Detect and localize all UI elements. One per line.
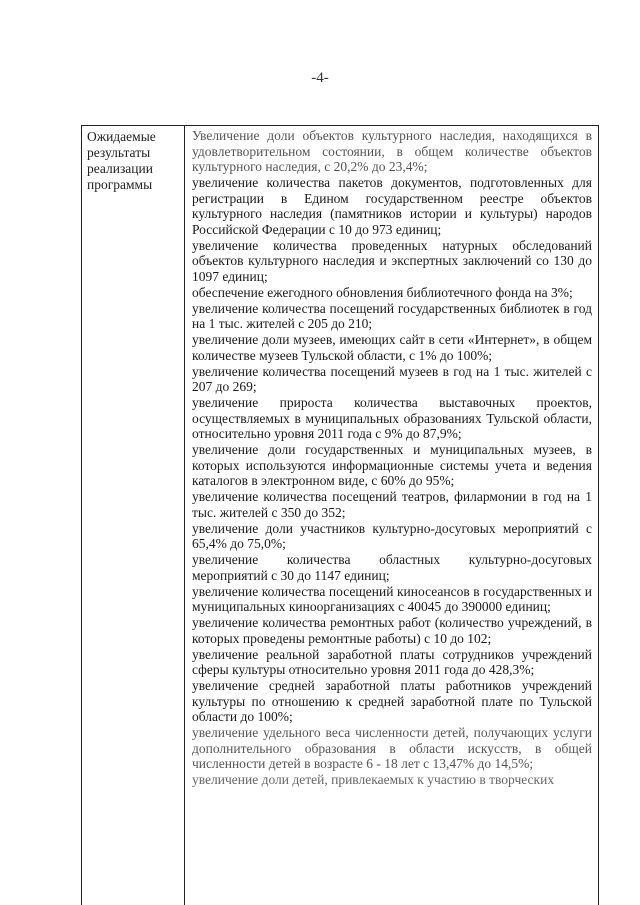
result-item: увеличение количества областных культурно-досуговых мероприятий с 30 до 1147 единиц; [192,552,592,583]
row-label: Ожидаемые результаты реализации программы [82,126,185,905]
result-item: увеличение средней заработной платы работников учреждений культуры по отношению к средней заработной плате по Тульской области до 100%; [192,678,592,724]
result-item: увеличение количества ремонтных работ (количество учреждений, в которых проведены ремонтные работы) с 10 до 102; [192,615,592,646]
result-item: обеспечение ежегодного обновления библиотечного фонда на 3%; [192,284,573,300]
result-item-truncated: увеличение доли детей, привлекаемых к участию в творческих [192,772,555,787]
result-item: увеличение реальной заработной платы сотрудников учреждений сферы культуры относительно уровня 2011 года до 428,3%; [192,646,592,677]
result-item: увеличение количества посещений киносеансов в государственных и муниципальных киноорганизациях с 40045 до 390000 единиц; [192,583,592,614]
result-item: увеличение количества посещений театров, филармонии в год на 1 тыс. жителей с 350 до 352; [192,489,592,520]
result-item: увеличение удельного веса численности детей, получающих услуги дополнительного образования в области искусств, в общей численности детей в возрасте 6 - 18 лет с 13,47% до 14,5%; [192,725,592,771]
results-list [185,126,598,905]
result-item: увеличение количества посещений государственных библиотек в год на 1 тыс. жителей с 205 до 210; [192,300,592,331]
result-item: увеличение доли государственных и муниципальных музеев, в которых используются информационные системы учета и ведения каталогов в электронном виде, с 60% до 95%; [192,442,592,488]
result-item: увеличение прироста количества выставочных проектов, осуществляемых в муниципальных образованиях Тульской области, относительно уровня 2011 года с 9% до 87,9%; [192,395,592,441]
results-table [81,125,599,905]
page-number: -4- [311,70,329,86]
result-item: увеличение доли участников культурно-досуговых мероприятий с 65,4% до 75,0%; [192,520,592,551]
result-item: увеличение доли музеев, имеющих сайт в сети «Интернет», в общем количестве музеев Тульской области, с 1% до 100%; [192,332,592,363]
result-item: увеличение количества пакетов документов, подготовленных для регистрации в Едином государственном реестре объектов культурного наследия (памятников истории и культуры) народов Российской Федерации с 10 до 973 единиц; [192,175,592,237]
result-item: Увеличение доли объектов культурного наследия, находящихся в удовлетворительном состоянии, в общем количестве объектов культурного наследия, с 20,2% до 23,4%; [192,128,592,174]
result-item: увеличение количества проведенных натурных обследований объектов культурного наследия и экспертных заключений со 130 до 1097 единиц; [192,237,592,284]
result-item: увеличение количества посещений музеев в год на 1 тыс. жителей с 207 до 269; [192,363,592,394]
